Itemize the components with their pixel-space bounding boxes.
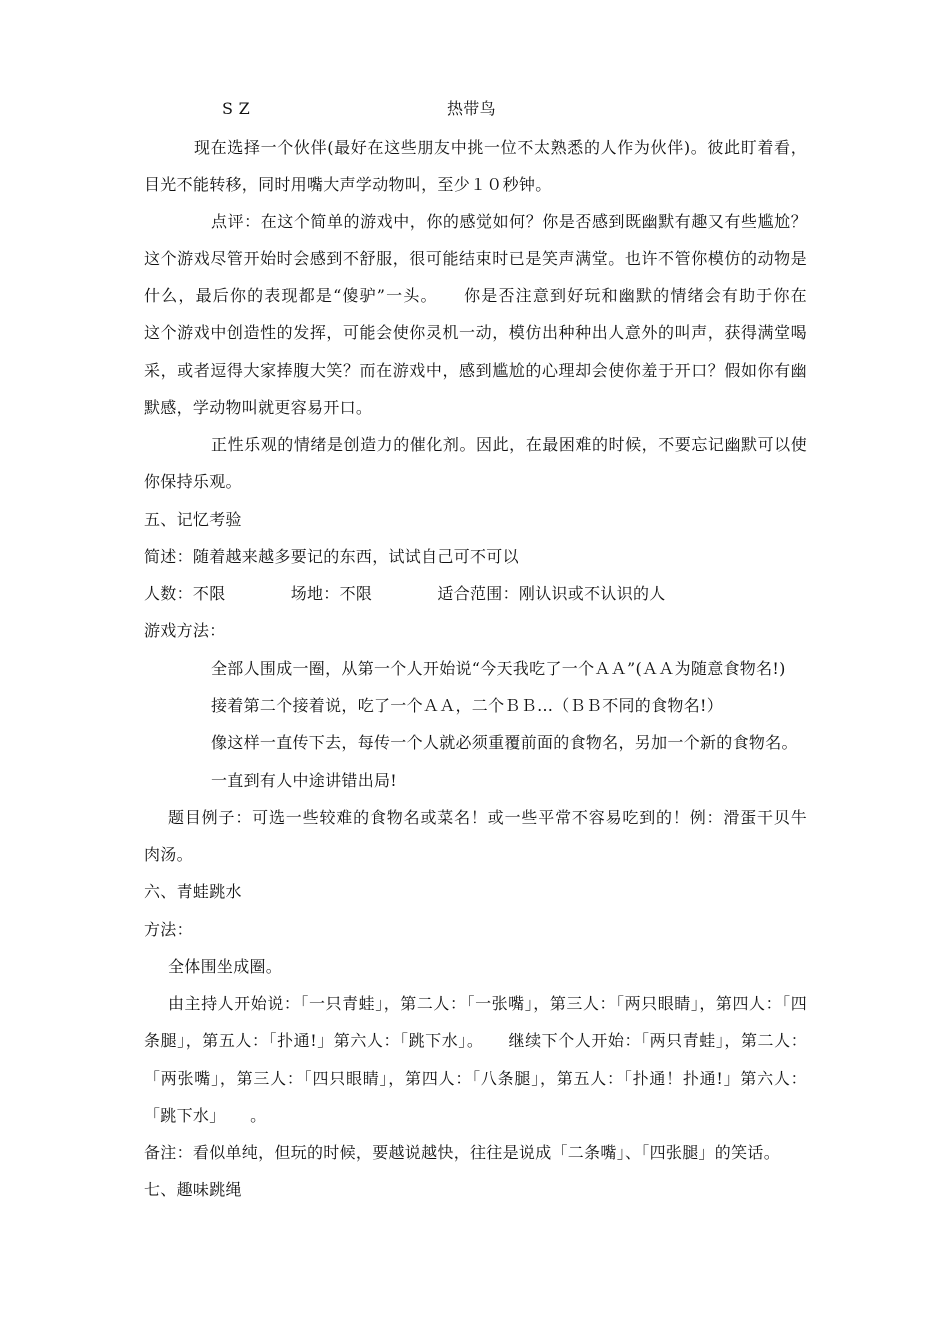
paragraph-line: 游戏方法： <box>144 621 226 640</box>
top-line-left: S Z <box>222 99 251 118</box>
paragraph-line: 一直到有人中途讲错出局! <box>211 771 398 790</box>
paragraph-line: 「两张嘴」，第三人：「四只眼睛」，第四人：「八条腿」，第五人：「扑通！扑通!」第六人： <box>144 1069 807 1088</box>
paragraph-line: 全体围坐成圈。 <box>168 957 283 976</box>
paragraph-line: 条腿」，第五人：「扑通!」第六人：「跳下水」。 继续下个人开始：「两只青蛙」，第二人： <box>144 1031 807 1050</box>
paragraph-line: 全部人围成一圈，从第一个人开始说“今天我吃了一个ＡＡ”(ＡＡ为随意食物名!) <box>211 659 786 678</box>
paragraph-line: 默感，学动物叫就更容易开口。 <box>144 398 373 417</box>
paragraph-line: 目光不能转移，同时用嘴大声学动物叫，至少１０秒钟。 <box>144 175 552 194</box>
paragraph-line: 什么，最后你的表现都是“傻驴”一头。 你是否注意到好玩和幽默的情绪会有助于你在 <box>144 286 807 305</box>
section-heading: 六、青蛙跳水 <box>144 882 242 901</box>
paragraph-line: 接着第二个接着说，吃了一个ＡＡ，二个ＢＢ…（ＢＢ不同的食物名!） <box>211 696 724 715</box>
paragraph-line: 简述：随着越来越多要记的东西，试试自己可不可以 <box>144 547 519 566</box>
section-heading: 五、记忆考验 <box>144 510 242 529</box>
paragraph-line: 备注：看似单纯，但玩的时候，要越说越快，往往是说成「二条嘴」、「四张腿」的笑话。 <box>144 1143 781 1162</box>
paragraph-line: 「跳下水」 。 <box>144 1106 267 1125</box>
paragraph-line: 点评：在这个简单的游戏中，你的感觉如何？你是否感到既幽默有趣又有些尴尬？ <box>211 212 807 231</box>
paragraph-line: 采，或者逗得大家捧腹大笑？而在游戏中，感到尴尬的心理却会使你羞于开口？假如你有幽 <box>144 361 807 380</box>
top-line-right: 热带鸟 <box>447 99 496 118</box>
info-line: 人数：不限 场地：不限 适合范围：刚认识或不认识的人 <box>144 584 666 603</box>
section-heading: 七、趣味跳绳 <box>144 1180 242 1199</box>
paragraph-line: 这个游戏尽管开始时会感到不舒服，很可能结束时已是笑声满堂。也许不管你模仿的动物是 <box>144 249 807 268</box>
paragraph-line: 方法： <box>144 920 193 939</box>
paragraph-line: 像这样一直传下去，每传一个人就必须重覆前面的食物名，另加一个新的食物名。 <box>211 733 798 752</box>
paragraph-line: 现在选择一个伙伴(最好在这些朋友中挑一位不太熟悉的人作为伙伴)。彼此盯着看， <box>194 138 807 157</box>
paragraph-line: 由主持人开始说：「一只青蛙」，第二人：「一张嘴」，第三人：「两只眼睛」，第四人：「四 <box>168 994 807 1013</box>
paragraph-line: 题目例子：可选一些较难的食物名或菜名！或一些平常不容易吃到的！例：滑蛋干贝牛 <box>168 808 807 827</box>
paragraph-line: 正性乐观的情绪是创造力的催化剂。因此，在最困难的时候，不要忘记幽默可以使 <box>211 435 807 454</box>
paragraph-line: 你保持乐观。 <box>144 472 242 491</box>
paragraph-line: 这个游戏中创造性的发挥，可能会使你灵机一动，模仿出种种出人意外的叫声，获得满堂喝 <box>144 323 807 342</box>
paragraph-line: 肉汤。 <box>144 845 193 864</box>
